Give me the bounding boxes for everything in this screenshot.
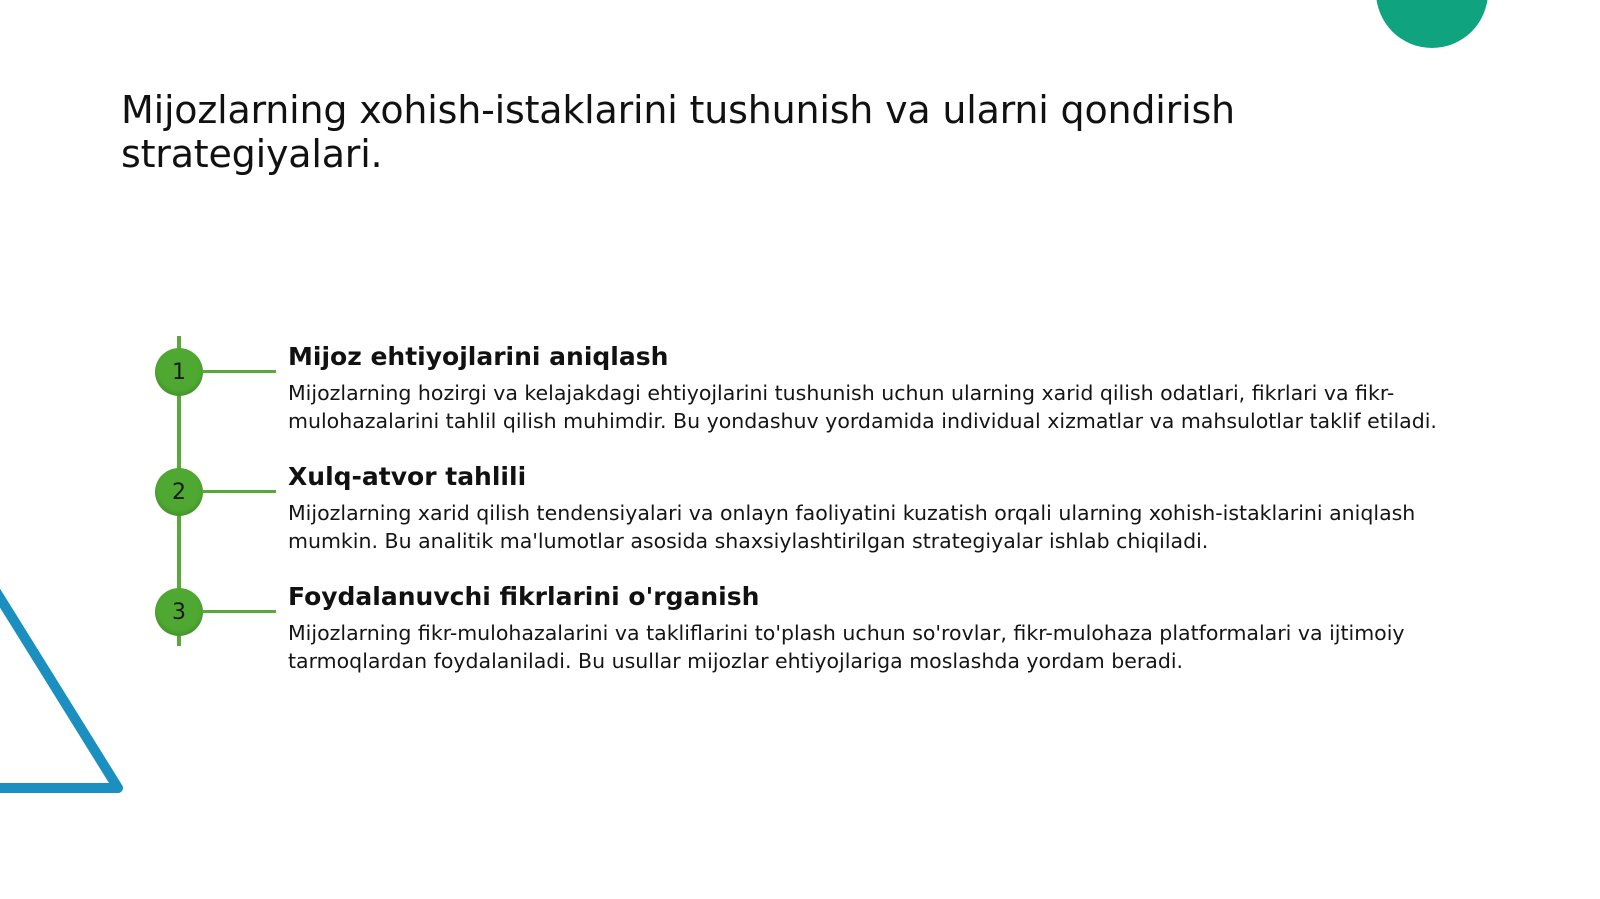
step-title: Xulq-atvor tahlili (288, 462, 527, 491)
decorative-triangle (0, 560, 140, 820)
step-connector (203, 610, 276, 613)
slide-title: Mijozlarning xohish-istaklarini tushunish va ularni qondirish strategiyalari. (121, 88, 1235, 176)
step-number-badge: 2 (155, 468, 203, 516)
step-number-badge: 1 (155, 348, 203, 396)
step-connector (203, 490, 276, 493)
step-description: Mijozlarning hozirgi va kelajakdagi ehtiyojlarini tushunish uchun ularning xarid qilish odatlari, fikrlari va fikr-mulohazalarini tahlil qilish muhimdir. Bu yondashuv yordamida individual xizmatlar va mahsulotlar taklif etiladi. (288, 381, 1437, 433)
step-description: Mijozlarning fikr-mulohazalarini va takliflarini to'plash uchun so'rovlar, fikr-mulohaza platformalari va ijtimoiy tarmoqlardan foydalaniladi. Bu usullar mijozlar ehtiyojlariga moslashda yordam beradi. (288, 621, 1405, 673)
step-title: Mijoz ehtiyojlarini aniqlash (288, 342, 669, 371)
step-title: Foydalanuvchi fikrlarini o'rganish (288, 582, 760, 611)
decorative-circle (1376, 0, 1488, 48)
step-connector (203, 370, 276, 373)
step-description: Mijozlarning xarid qilish tendensiyalari va onlayn faoliyatini kuzatish orqali ularning xohish-istaklarini aniqlash mumkin. Bu analitik ma'lumotlar asosida shaxsiylashtirilgan strategiyalar ishlab chiqiladi. (288, 501, 1416, 553)
step-number-badge: 3 (155, 588, 203, 636)
